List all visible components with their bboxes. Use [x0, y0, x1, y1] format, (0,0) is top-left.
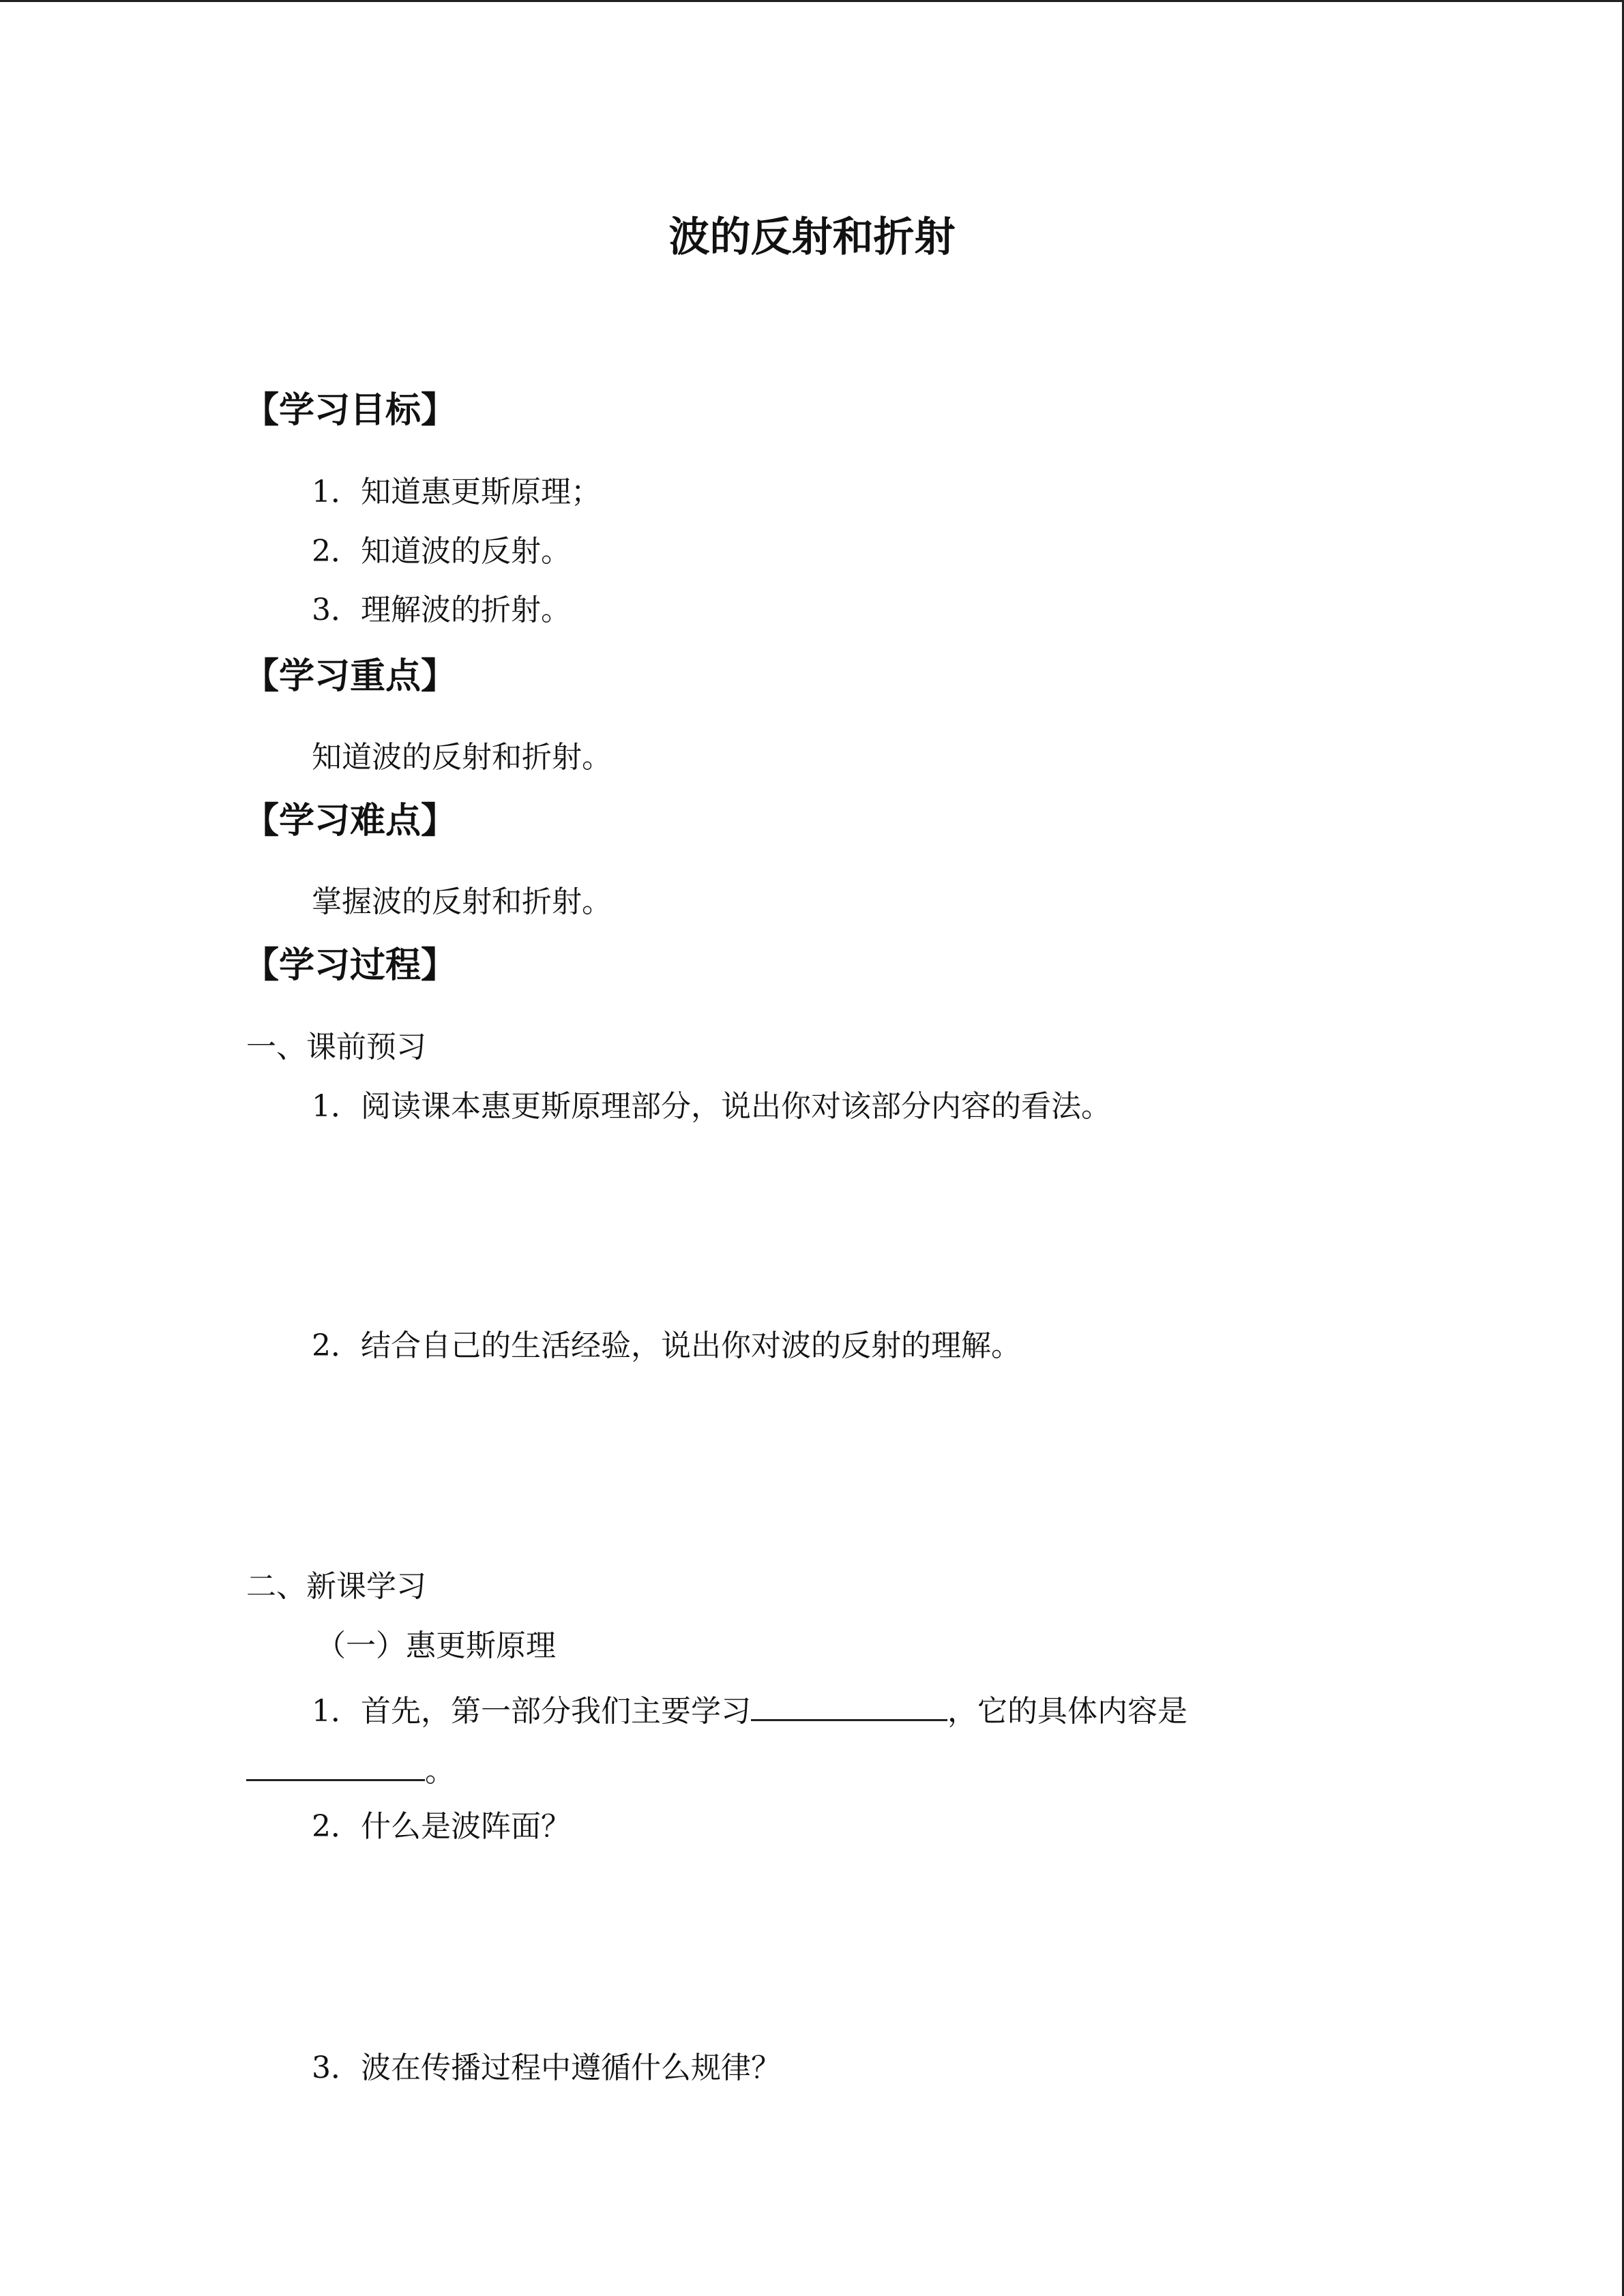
new-lesson-question-3: 3．波在传播过程中遵循什么规律？ [312, 2051, 781, 2085]
process-heading: 【学习过程】 [243, 945, 457, 986]
preview-question-2: 2．结合自己的生活经验，说出你对波的反射的理解。 [312, 1328, 1021, 1363]
question-1-lead-text: 1．首先，第一部分我们主要学习 [312, 1694, 751, 1729]
new-lesson-question-2: 2．什么是波阵面？ [312, 1809, 571, 1844]
key-points-text: 知道波的反射和折射。 [312, 740, 612, 775]
key-points-heading: 【学习重点】 [243, 656, 457, 697]
document-title: 波的反射和折射 [668, 213, 956, 261]
preview-question-1: 1．阅读课本惠更斯原理部分，说出你对该部分内容的看法。 [312, 1089, 1111, 1124]
fill-in-blank-2[interactable] [246, 1752, 425, 1781]
difficulties-heading: 【学习难点】 [243, 801, 457, 841]
huygens-subsection-title: （一）惠更斯原理 [316, 1628, 556, 1663]
new-lesson-question-1 [312, 1692, 1187, 1727]
page-top-border [0, 0, 1624, 2]
objective-item-3: 3．理解波的折射。 [312, 593, 571, 627]
question-1-end-mark: 。 [425, 1754, 455, 1789]
objectives-heading: 【学习目标】 [243, 390, 457, 431]
new-lesson-section-title: 二、新课学习 [246, 1569, 426, 1604]
question-1-middle-text: ，它的具体内容是 [947, 1694, 1187, 1729]
objective-item-1: 1．知道惠更斯原理； [312, 475, 601, 509]
difficulties-text: 掌握波的反射和折射。 [312, 884, 612, 919]
new-lesson-question-1-continued [246, 1752, 455, 1787]
preview-section-title: 一、课前预习 [246, 1030, 426, 1064]
objective-item-2: 2．知道波的反射。 [312, 534, 571, 569]
fill-in-blank-1[interactable] [751, 1692, 947, 1721]
